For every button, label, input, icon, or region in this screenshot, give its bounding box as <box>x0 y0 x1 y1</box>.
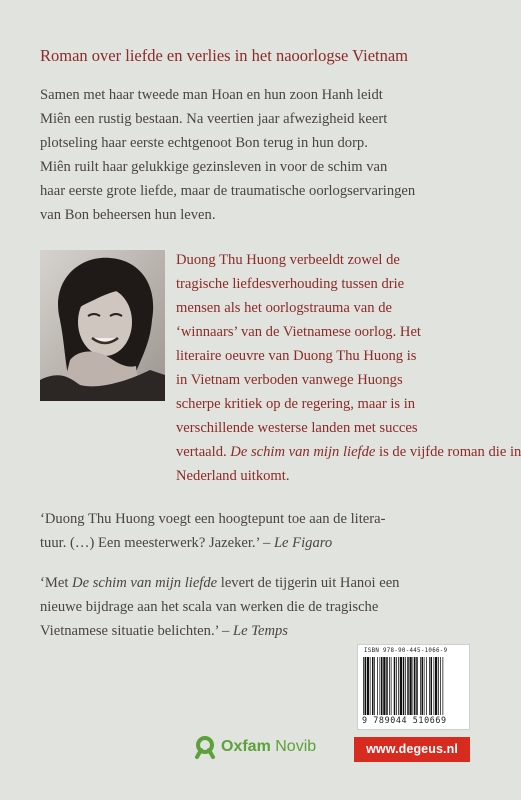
synopsis-line: van Bon beheersen hun leven. <box>40 207 216 223</box>
author-line: tragische liefdesverhouding tussen drie <box>176 276 405 292</box>
author-line: Duong Thu Huong verbeeldt zowel de <box>176 252 400 268</box>
quote-line: nieuwe bijdrage aan het scala van werken die de tragische <box>40 599 379 615</box>
tagline: Roman over liefde en verlies in het naoorlogse Vietnam <box>40 46 409 65</box>
oxfam-novib-logo <box>193 733 316 761</box>
author-line: ‘winnaars’ van de Vietnamese oorlog. Het <box>176 324 421 340</box>
author-line: scherpe kritiek op de regering, maar is in <box>176 396 416 412</box>
quote-line <box>40 619 480 643</box>
author-portrait-image <box>40 250 165 401</box>
quote-source: Le Temps <box>232 623 288 639</box>
oxfam-icon <box>193 735 217 759</box>
author-paragraph <box>176 248 521 488</box>
publisher-url-badge: www.degeus.nl <box>354 737 470 762</box>
oxfam-novib-text <box>221 738 316 756</box>
synopsis-line: Miên ruilt haar gelukkige gezinsleven in voor de schim van <box>40 159 388 175</box>
author-line <box>176 440 521 464</box>
quote-le-temps <box>40 571 480 643</box>
synopsis-line: Miên een rustig bestaan. Na veertien jaar afwezigheid keert <box>40 111 388 127</box>
synopsis-line: haar eerste grote liefde, maar de traumatische oorlogservaringen <box>40 183 416 199</box>
book-title: De schim van mijn liefde <box>72 575 218 591</box>
quote-text: Vietnamese situatie belichten.’ – <box>40 623 233 639</box>
author-line-text: vertaald. <box>176 444 231 460</box>
author-line: verschillende westerse landen met succes <box>176 420 418 436</box>
quote-line <box>40 531 480 555</box>
quote-line: ‘Duong Thu Huong voegt een hoogtepunt toe aan de litera- <box>40 511 386 527</box>
author-line: mensen als het oorlogstrauma van de <box>176 300 393 316</box>
author-photo <box>40 250 165 401</box>
quote-text: levert de tijgerin uit Hanoi een <box>217 575 400 591</box>
synopsis-line: plotseling haar eerste echtgenoot Bon terug in hun dorp. <box>40 135 368 151</box>
quote-le-figaro <box>40 507 480 555</box>
quote-text: ‘Met <box>40 575 73 591</box>
quote-source: Le Figaro <box>273 535 333 551</box>
isbn-label: ISBN 978-90-445-1066-9 <box>364 648 448 654</box>
synopsis-line: Samen met haar tweede man Hoan en hun zoon Hanh leidt <box>40 87 383 103</box>
author-line: literaire oeuvre van Duong Thu Huong is <box>176 348 417 364</box>
oxfam-suffix: Novib <box>270 738 317 755</box>
author-line: in Vietnam verboden vanwege Huongs <box>176 372 403 388</box>
author-line-text: is de vijfde roman die in <box>375 444 521 460</box>
quote-text: tuur. (…) Een meesterwerk? Jazeker.’ – <box>40 535 274 551</box>
author-line: Nederland uitkomt. <box>176 468 290 484</box>
oxfam-brand: Oxfam <box>221 738 271 755</box>
barcode-digits: 9 789044 510669 <box>362 715 447 725</box>
synopsis-paragraph <box>40 83 480 227</box>
quote-line <box>40 571 480 595</box>
book-title: De schim van mijn liefde <box>230 444 376 460</box>
barcode-bars <box>362 657 465 715</box>
isbn-barcode <box>357 644 470 730</box>
